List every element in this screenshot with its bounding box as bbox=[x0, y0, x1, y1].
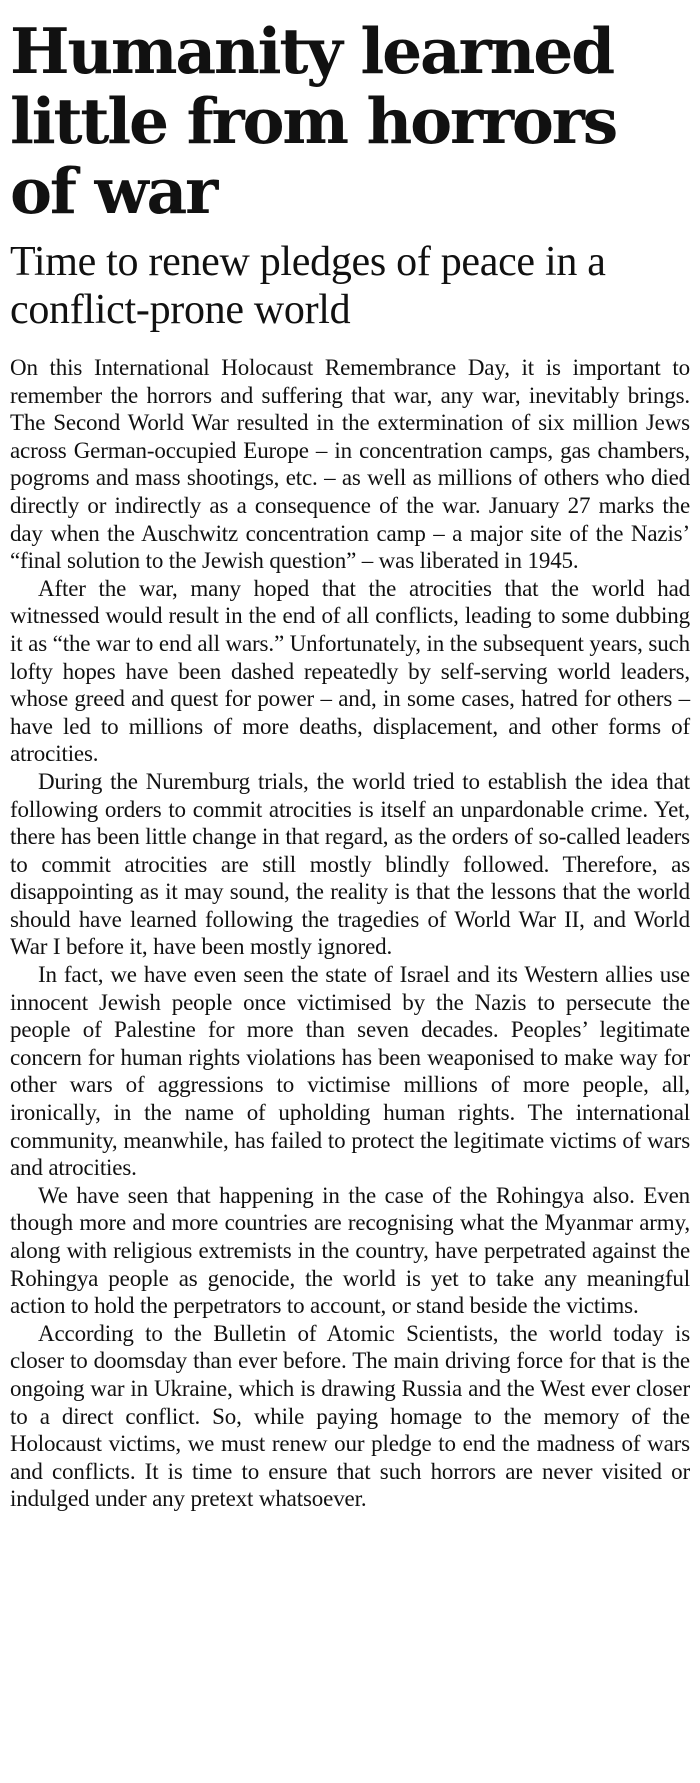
body-paragraph-3: During the Nuremburg trials, the world tried to establish the idea that following orders to commit atrocities is itself an unpardonable crime. Yet, there has been little change in that regard, as the orders of so-called leaders to commit atrocities are still mostly blindly followed. Therefore, as disappointing as it may sound, the reality is that the lessons that the world should have learned following the tragedies of World War II, and World War I before it, have been mostly ignored. bbox=[10, 768, 690, 960]
headline: Humanity learned little from horrors of war bbox=[10, 14, 617, 228]
body-paragraph-2: After the war, many hoped that the atrocities that the world had witnessed would result in the end of all conflicts, leading to some dubbing it as “the war to end all wars.” Unfortunately, in the subsequent years, such lofty hopes have been dashed repeatedly by self-serving world leaders, whose greed and quest for power – and, in some cases, hatred for others – have led to millions of more deaths, displacement, and other forms of atrocities. bbox=[10, 575, 690, 767]
body-paragraph-4: In fact, we have even seen the state of Israel and its Western allies use innocent Jewish people once victimised by the Nazis to persecute the people of Palestine for more than seven decades. Peoples’ legitimate concern for human rights violations has been weaponised to make way for other wars of aggressions to victimise millions of more people, all, ironically, in the name of upholding human rights. The international community, meanwhile, has failed to protect the legitimate victims of wars and atrocities. bbox=[10, 962, 690, 1181]
body-paragraph-6: According to the Bulletin of Atomic Scientists, the world today is closer to doomsday than ever before. The main driving force for that is the ongoing war in Ukraine, which is drawing Russia and the West ever closer to a direct conflict. So, while paying homage to the memory of the Holocaust victims, we must renew our pledge to end the madness of wars and conflicts. It is time to ensure that such horrors are never visited or indulged under any pretext whatsoever. bbox=[10, 1320, 690, 1512]
body-paragraph-5: We have seen that happening in the case of the Rohingya also. Even though more and more countries are recognising what the Myanmar army, along with religious extremists in the country, have perpetrated against the Rohingya people as genocide, the world is yet to take any meaningful action to hold the perpetrators to account, or stand beside the victims. bbox=[10, 1182, 690, 1319]
body-paragraph-1: On this International Holocaust Remembrance Day, it is important to remember the horrors and suffering that war, any war, inevitably brings. The Second World War resulted in the extermination of six million Jews across German-occupied Europe – in concentration camps, gas chambers, pogroms and mass shootings, etc. – as well as millions of others who died directly or indirectly as a consequence of the war. January 27 marks the day when the Auschwitz concentration camp – a major site of the Nazis’ “final solution to the Jewish question” – was liberated in 1945. bbox=[10, 355, 690, 574]
subheadline: Time to renew pledges of peace in a conflict-prone world bbox=[10, 239, 606, 333]
article-body bbox=[10, 354, 690, 1513]
